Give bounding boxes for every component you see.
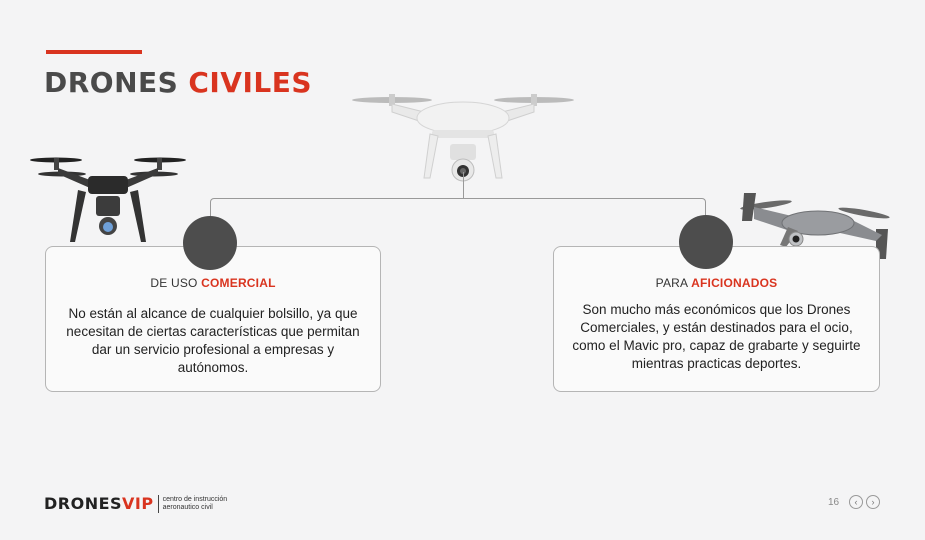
logo-subtitle (163, 496, 228, 512)
card-commercial-heading (46, 276, 380, 290)
dronesvip-logo (44, 494, 227, 513)
page-number: 16 (828, 497, 840, 508)
logo-main-text: DRONES (44, 494, 123, 513)
title-part2: CIVILES (188, 66, 313, 99)
page-title (44, 66, 312, 99)
card-hobbyist-body: Son mucho más económicos que los Drones Comerciales, y están destinados para el ocio, como el Mavic pro, capaz de grabarte y seguirte mientras practicas deportes. (572, 302, 861, 371)
drone-matrice-image (30, 150, 186, 250)
card-hobbyist (553, 246, 880, 392)
card-hobbyist-heading-highlight: AFICIONADOS (691, 276, 778, 290)
next-slide-button[interactable] (866, 495, 880, 509)
connector-line (210, 198, 706, 234)
previous-slide-button[interactable] (849, 495, 863, 509)
card-commercial-body: No están al alcance de cualquier bolsillo, ya que necesitan de ciertas características que permitan dar un servicio profesional a empresas y autónomos. (66, 306, 360, 375)
card-hobbyist-heading (554, 276, 879, 290)
card-commercial-heading-prefix: DE USO (150, 276, 198, 290)
logo-accent-text: VIP (122, 494, 154, 513)
card-hobbyist-dot (679, 215, 733, 269)
logo-subtitle-line2: aeronautico civil (162, 503, 213, 511)
title-part1: DRONES (44, 66, 179, 99)
card-commercial-heading-highlight: COMERCIAL (201, 276, 276, 290)
chevron-right-icon: › (871, 496, 875, 507)
logo-separator (158, 495, 159, 513)
chevron-left-icon: ‹ (854, 496, 858, 507)
logo-subtitle-line1: centro de instrucción (162, 495, 228, 503)
card-hobbyist-heading-prefix: PARA (655, 276, 688, 290)
card-commercial-dot (183, 216, 237, 270)
title-accent-line (46, 50, 142, 54)
connector-stem (463, 172, 464, 199)
